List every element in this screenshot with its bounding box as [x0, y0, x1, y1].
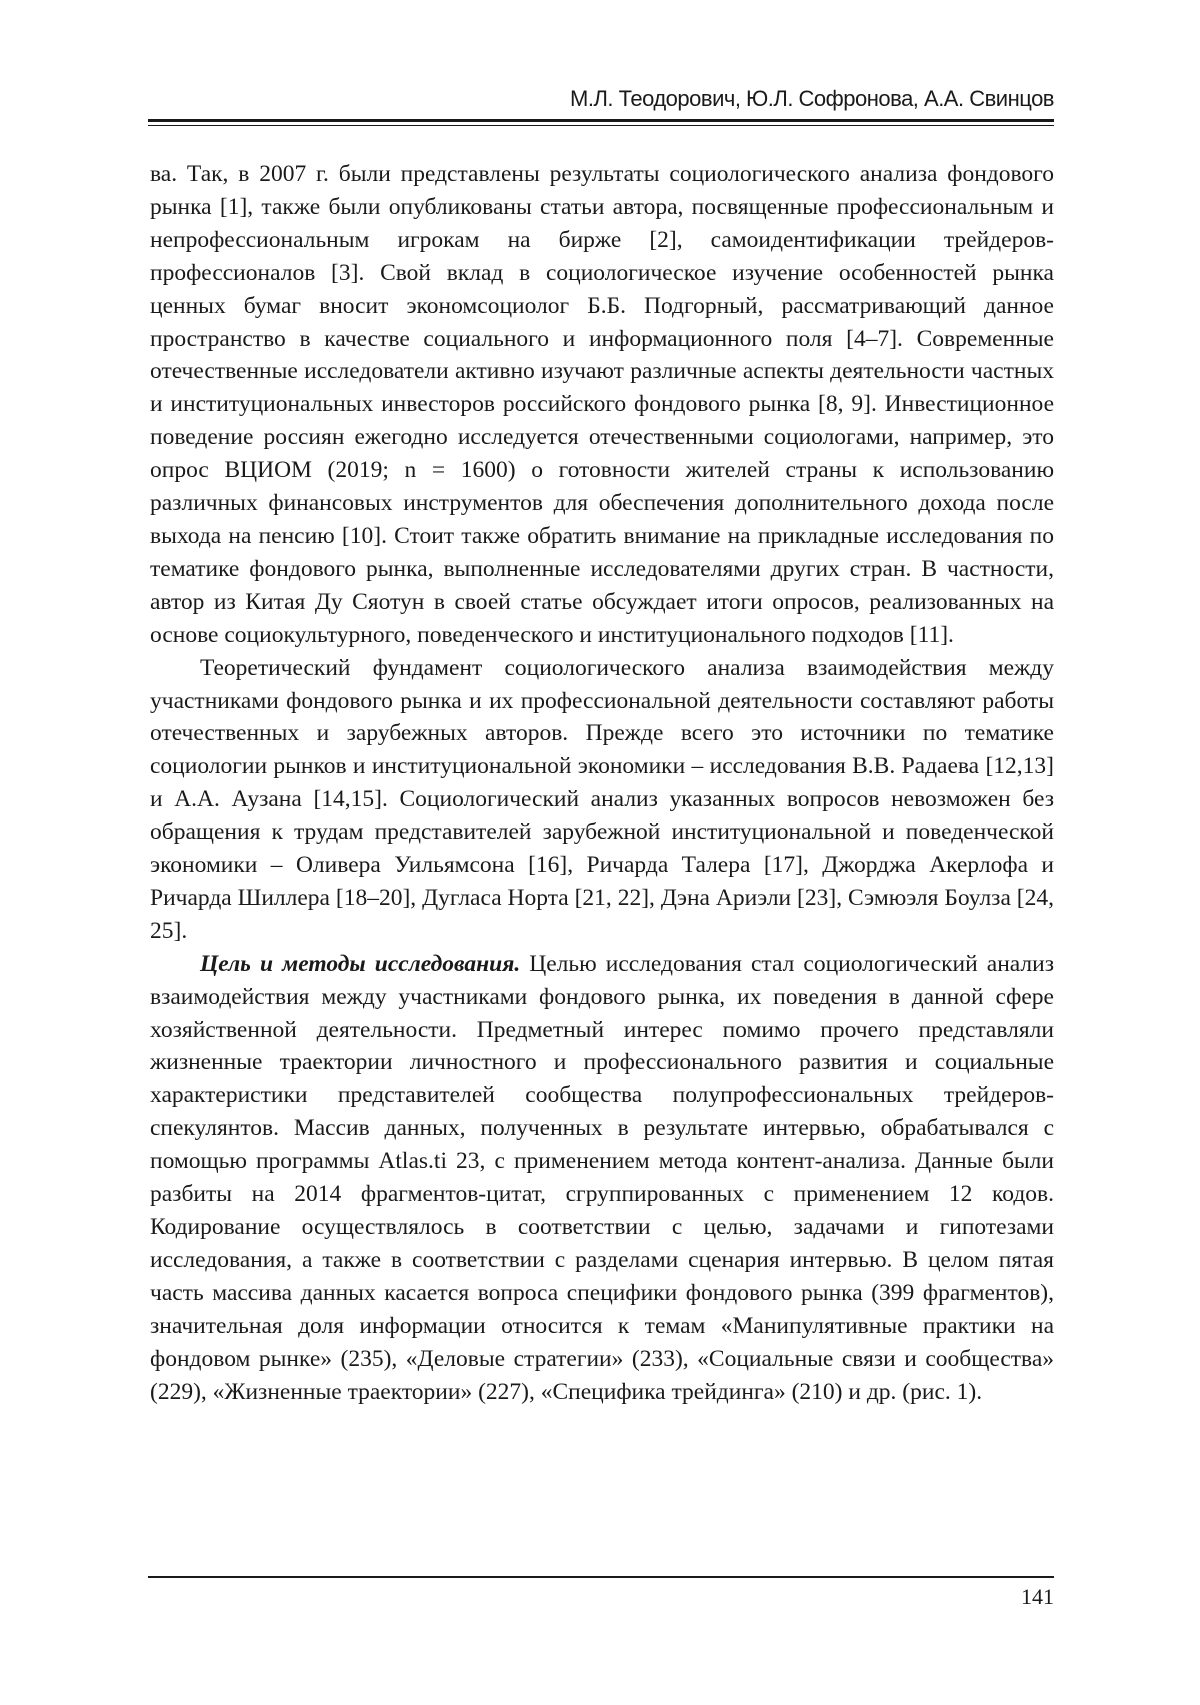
paragraph-continuation: ва. Так, в 2007 г. были представлены результаты социологического анализа фондового рынка [1], также были опубликованы статьи автора, посвященные профессиональным и непрофессиональным игрокам на бирже [2], самоидентификации трейдеров-профессионалов [3]. Свой вклад в социологическое изучение особенностей рынка ценных бумаг вносит экономсоциолог Б.Б. Подгорный, рассматривающий данное пространство в качестве социального и информационного поля [4–7]. Современные отечественные исследователи активно изучают различные аспекты деятельности частных и институциональных инвесторов российского фондового рынка [8, 9]. Инвестиционное поведение россиян ежегодно исследуется отечественными социологами, например, это опрос ВЦИОМ (2019; n = 1600) о готовности жителей страны к использованию различных финансовых инструментов для обеспечения дополнительного дохода после выхода на пенсию [10]. Стоит также обратить внимание на прикладные исследования по тематике фондового рынка, выполненные исследователями других стран. В частности, автор из Китая Ду Сяотун в своей статье обсуждает итоги опросов, реализованных на основе социокультурного, поведенческого и институционального подходов [11].: [150, 158, 1054, 652]
paragraph-aims-and-methods-text: Целью исследования стал социологический анализ взаимодействия между участниками фондового рынка, их поведения в данной сфере хозяйственной деятельности. Предметный интерес помимо прочего представляли жизненные траектории личностного и профессионального развития и социальные характеристики представителей сообщества полупрофессиональных трейдеров-спекулянтов. Массив данных, полученных в результате интервью, обрабатывался с помощью программы Atlas.ti 23, с применением метода контент-анализа. Данные были разбиты на 2014 фрагментов-цитат, сгруппированных с применением 12 кодов. Кодирование осуществлялось в соответствии с целью, задачами и гипотезами исследования, а также в соответствии с разделами сценария интервью. В целом пятая часть массива данных касается вопроса специфики фондового рынка (399 фрагментов), значительная доля информации относится к темам «Манипулятивные практики на фондовом рынке» (235), «Деловые стратегии» (233), «Социальные связи и сообщества» (229), «Жизненные траектории» (227), «Специфика трейдинга» (210) и др. (рис. 1).: [150, 951, 1054, 1405]
running-head-authors: М.Л. Теодорович, Ю.Л. Софронова, А.А. Свинцов: [148, 86, 1054, 112]
section-lead-heading: Цель и методы исследования.: [200, 951, 520, 977]
paragraph-theoretical-foundation: Теоретический фундамент социологического анализа взаимодействия между участниками фондового рынка и их профессиональной деятельности составляют работы отечественных и зарубежных авторов. Прежде всего это источники по тематике социологии рынков и институциональной экономики – исследования В.В. Радаева [12,13] и А.А. Аузана [14,15]. Социологический анализ указанных вопросов невозможен без обращения к трудам представителей зарубежной институциональной и поведенческой экономики – Оливера Уильямсона [16], Ричарда Талера [17], Джорджа Акерлофа и Ричарда Шиллера [18–20], Дугласа Норта [21, 22], Дэна Ариэли [23], Сэмюэля Боулза [24, 25].: [150, 652, 1054, 948]
main-text-column: [150, 158, 1054, 1408]
paragraph-aims-and-methods: [150, 948, 1054, 1409]
journal-page: [0, 0, 1200, 1705]
header-rule-thin: [148, 125, 1054, 126]
header-rule-thick: [148, 119, 1054, 122]
footer-rule: [148, 1576, 1054, 1578]
page-number: 141: [148, 1584, 1054, 1610]
